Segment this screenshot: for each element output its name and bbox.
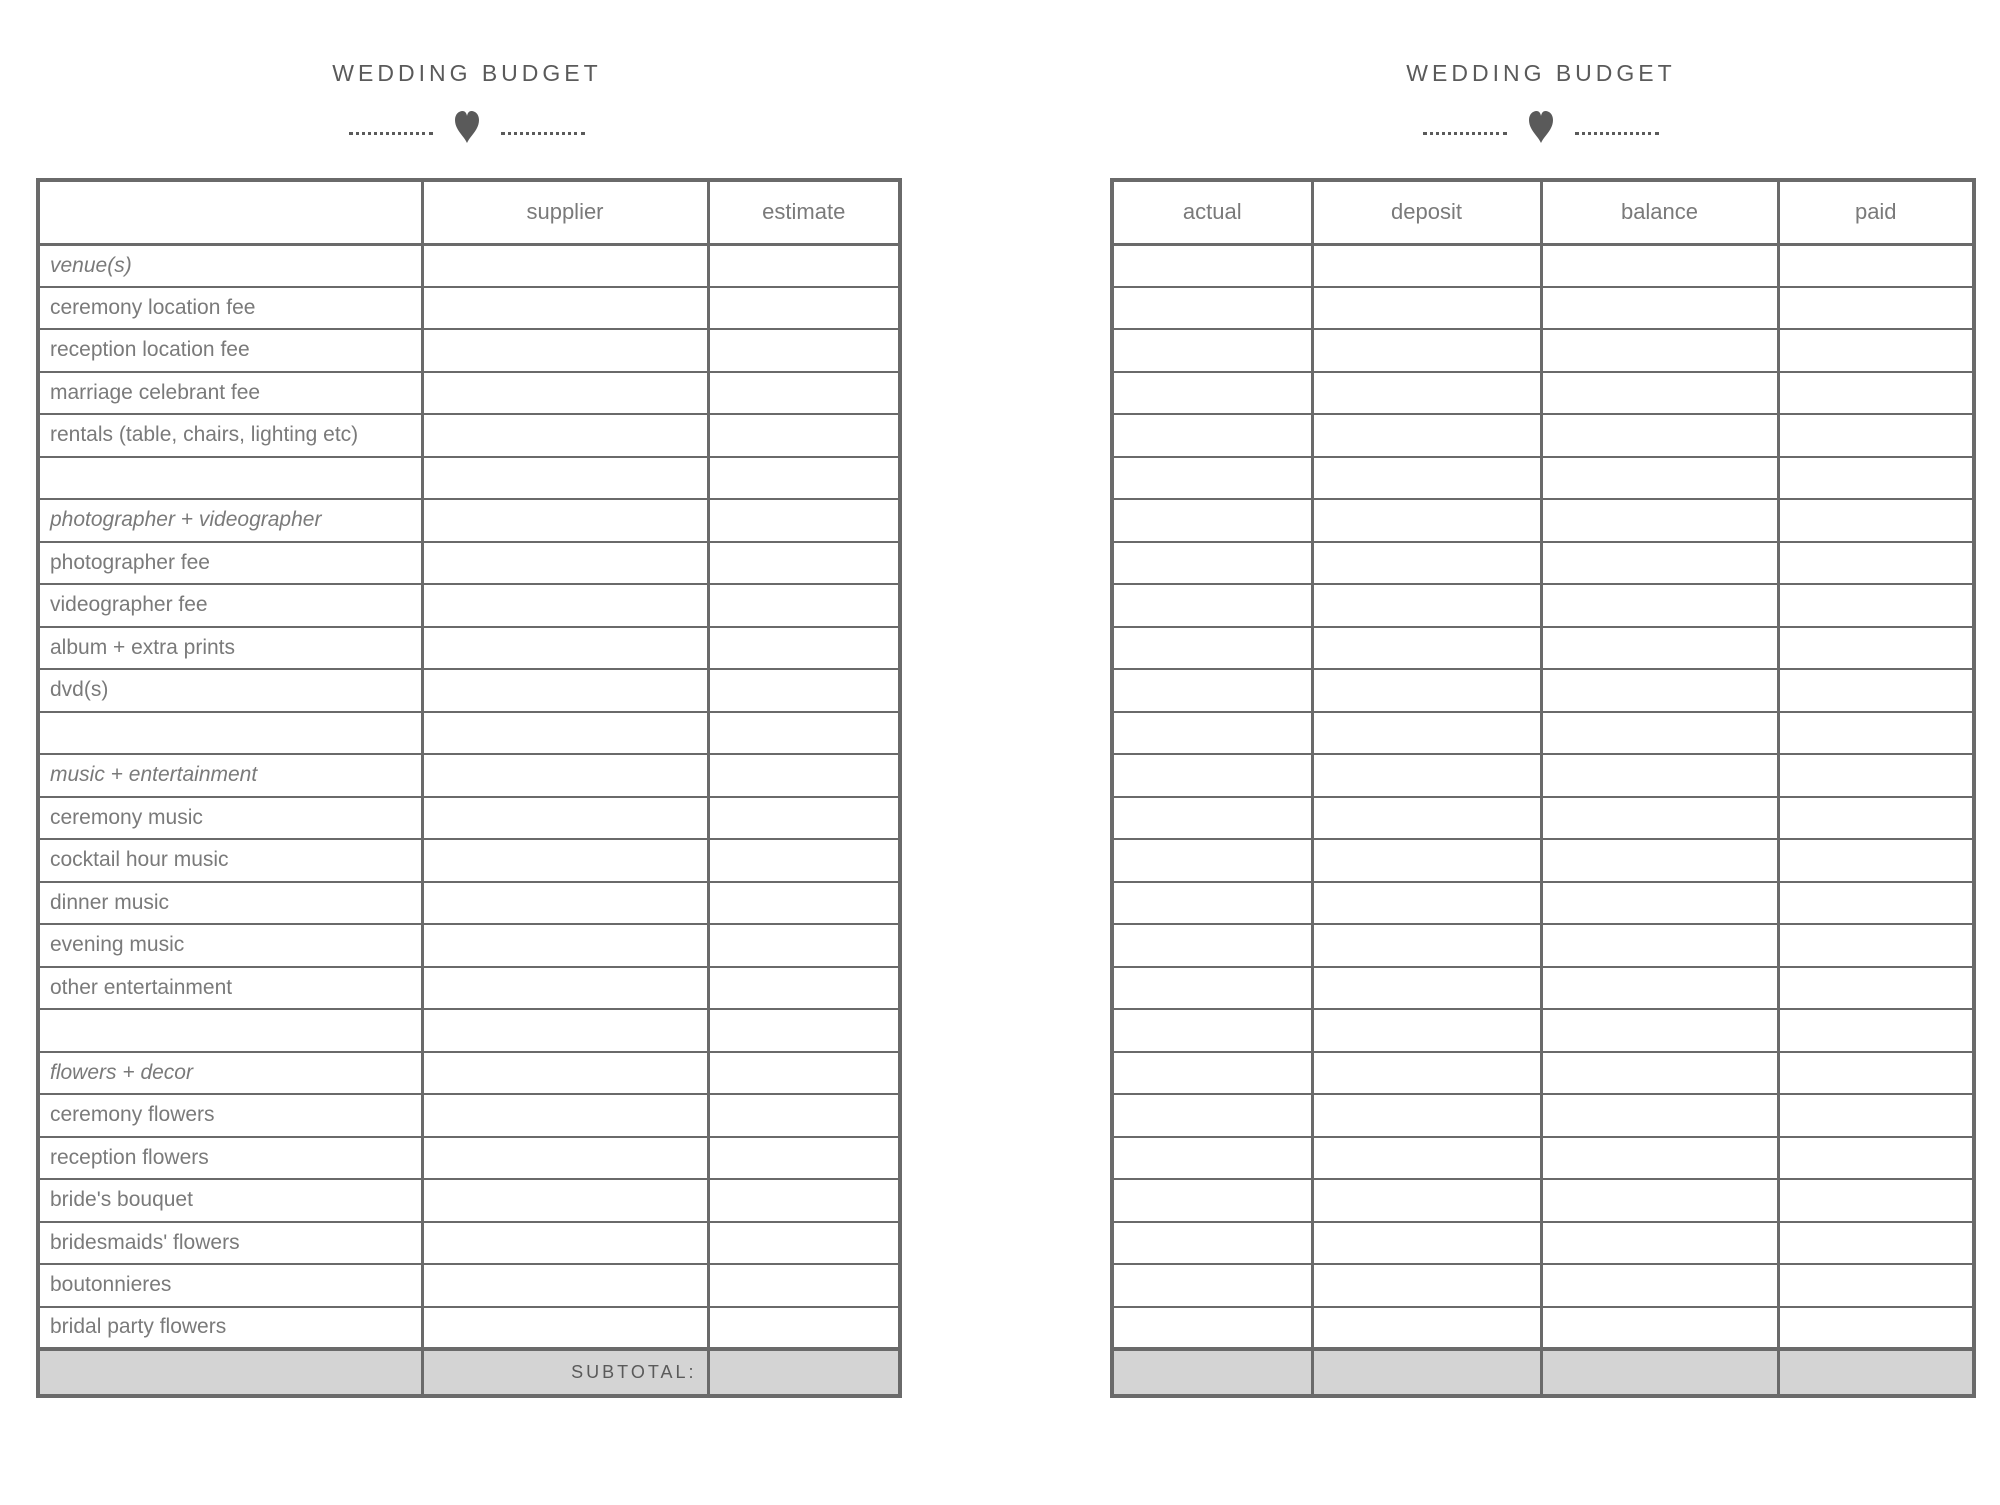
paid-cell[interactable] bbox=[1778, 712, 1974, 755]
estimate-cell[interactable] bbox=[708, 1307, 900, 1350]
actual-cell[interactable] bbox=[1112, 1179, 1312, 1222]
actual-cell[interactable] bbox=[1112, 1094, 1312, 1137]
estimate-cell[interactable] bbox=[708, 924, 900, 967]
actual-cell[interactable] bbox=[1112, 372, 1312, 415]
page-title: WEDDING BUDGET bbox=[332, 60, 602, 86]
deposit-cell[interactable] bbox=[1312, 542, 1541, 585]
item-label: bridesmaids' flowers bbox=[38, 1222, 422, 1265]
supplier-cell[interactable] bbox=[422, 924, 708, 967]
title-ornament bbox=[1110, 108, 1972, 144]
table-row bbox=[1112, 882, 1974, 925]
paid-cell[interactable] bbox=[1778, 1052, 1974, 1095]
table-row bbox=[38, 329, 900, 372]
balance-cell[interactable] bbox=[1541, 669, 1778, 712]
supplier-cell[interactable] bbox=[422, 542, 708, 585]
paid-cell[interactable] bbox=[1778, 1264, 1974, 1307]
table-row bbox=[38, 712, 900, 755]
paid-cell[interactable] bbox=[1778, 924, 1974, 967]
item-label: cocktail hour music bbox=[38, 839, 422, 882]
actual-cell[interactable] bbox=[1112, 924, 1312, 967]
table-row bbox=[38, 882, 900, 925]
item-label: bridal party flowers bbox=[38, 1307, 422, 1350]
table-row bbox=[1112, 329, 1974, 372]
actual-cell[interactable] bbox=[1112, 669, 1312, 712]
supplier-cell[interactable] bbox=[422, 457, 708, 500]
supplier-cell[interactable] bbox=[422, 1222, 708, 1265]
table-row bbox=[38, 244, 900, 287]
item-label: marriage celebrant fee bbox=[38, 372, 422, 415]
table-row bbox=[1112, 924, 1974, 967]
deposit-cell[interactable] bbox=[1312, 1137, 1541, 1180]
estimate-cell[interactable] bbox=[708, 1264, 900, 1307]
estimate-cell[interactable] bbox=[708, 797, 900, 840]
deposit-cell[interactable] bbox=[1312, 712, 1541, 755]
table-row bbox=[1112, 372, 1974, 415]
actual-cell[interactable] bbox=[1112, 1052, 1312, 1095]
supplier-cell[interactable] bbox=[422, 754, 708, 797]
item-label[interactable] bbox=[38, 712, 422, 755]
actual-cell[interactable] bbox=[1112, 584, 1312, 627]
item-label: evening music bbox=[38, 924, 422, 967]
supplier-cell[interactable] bbox=[422, 1052, 708, 1095]
estimate-cell[interactable] bbox=[708, 839, 900, 882]
item-label: dvd(s) bbox=[38, 669, 422, 712]
supplier-cell[interactable] bbox=[422, 627, 708, 670]
table-row bbox=[1112, 1307, 1974, 1350]
estimate-cell[interactable] bbox=[708, 1137, 900, 1180]
table-row bbox=[38, 1264, 900, 1307]
actual-cell[interactable] bbox=[1112, 499, 1312, 542]
table-row bbox=[38, 1137, 900, 1180]
table-row bbox=[1112, 1052, 1974, 1095]
supplier-cell[interactable] bbox=[422, 839, 708, 882]
paid-cell[interactable] bbox=[1778, 542, 1974, 585]
table-row bbox=[38, 797, 900, 840]
table-row bbox=[38, 457, 900, 500]
paid-cell[interactable] bbox=[1778, 754, 1974, 797]
deposit-cell[interactable] bbox=[1312, 414, 1541, 457]
subtotal-deposit-cell[interactable] bbox=[1312, 1349, 1541, 1396]
item-label: videographer fee bbox=[38, 584, 422, 627]
category-label: venue(s) bbox=[38, 244, 422, 287]
header-paid: paid bbox=[1778, 180, 1974, 244]
actual-cell[interactable] bbox=[1112, 244, 1312, 287]
supplier-cell[interactable] bbox=[422, 1137, 708, 1180]
deposit-cell[interactable] bbox=[1312, 1179, 1541, 1222]
header-estimate: estimate bbox=[708, 180, 900, 244]
budget-table-right bbox=[1110, 178, 1976, 1398]
table-row bbox=[1112, 287, 1974, 330]
subtotal-actual-cell[interactable] bbox=[1112, 1349, 1312, 1396]
estimate-cell[interactable] bbox=[708, 542, 900, 585]
paid-cell[interactable] bbox=[1778, 499, 1974, 542]
deposit-cell[interactable] bbox=[1312, 967, 1541, 1010]
actual-cell[interactable] bbox=[1112, 287, 1312, 330]
deposit-cell[interactable] bbox=[1312, 499, 1541, 542]
table-row bbox=[1112, 1094, 1974, 1137]
table-row bbox=[38, 499, 900, 542]
table-row bbox=[1112, 1137, 1974, 1180]
balance-cell[interactable] bbox=[1541, 1179, 1778, 1222]
table-row bbox=[1112, 967, 1974, 1010]
header-balance: balance bbox=[1541, 180, 1778, 244]
balance-cell[interactable] bbox=[1541, 499, 1778, 542]
item-label: rentals (table, chairs, lighting etc) bbox=[38, 414, 422, 457]
supplier-cell[interactable] bbox=[422, 712, 708, 755]
balance-cell[interactable] bbox=[1541, 1052, 1778, 1095]
supplier-cell[interactable] bbox=[422, 499, 708, 542]
supplier-cell[interactable] bbox=[422, 584, 708, 627]
actual-cell[interactable] bbox=[1112, 839, 1312, 882]
balance-cell[interactable] bbox=[1541, 584, 1778, 627]
actual-cell[interactable] bbox=[1112, 882, 1312, 925]
supplier-cell[interactable] bbox=[422, 372, 708, 415]
estimate-cell[interactable] bbox=[708, 669, 900, 712]
table-row bbox=[38, 1094, 900, 1137]
paid-cell[interactable] bbox=[1778, 1094, 1974, 1137]
table-row bbox=[38, 967, 900, 1010]
paid-cell[interactable] bbox=[1778, 967, 1974, 1010]
deposit-cell[interactable] bbox=[1312, 924, 1541, 967]
estimate-cell[interactable] bbox=[708, 287, 900, 330]
estimate-cell[interactable] bbox=[708, 244, 900, 287]
actual-cell[interactable] bbox=[1112, 627, 1312, 670]
paid-cell[interactable] bbox=[1778, 287, 1974, 330]
item-label: photographer fee bbox=[38, 542, 422, 585]
paid-cell[interactable] bbox=[1778, 457, 1974, 500]
page-title: WEDDING BUDGET bbox=[1406, 60, 1676, 86]
paid-cell[interactable] bbox=[1778, 839, 1974, 882]
category-label: music + entertainment bbox=[38, 754, 422, 797]
paid-cell[interactable] bbox=[1778, 244, 1974, 287]
deposit-cell[interactable] bbox=[1312, 457, 1541, 500]
item-label: reception flowers bbox=[38, 1137, 422, 1180]
table-row bbox=[38, 542, 900, 585]
budget-table-left bbox=[36, 178, 902, 1398]
balance-cell[interactable] bbox=[1541, 712, 1778, 755]
paid-cell[interactable] bbox=[1778, 414, 1974, 457]
table-row bbox=[38, 584, 900, 627]
table-row bbox=[1112, 457, 1974, 500]
paid-cell[interactable] bbox=[1778, 1009, 1974, 1052]
estimate-cell[interactable] bbox=[708, 457, 900, 500]
deposit-cell[interactable] bbox=[1312, 584, 1541, 627]
estimate-cell[interactable] bbox=[708, 372, 900, 415]
table-row bbox=[1112, 244, 1974, 287]
item-label: ceremony music bbox=[38, 797, 422, 840]
paid-cell[interactable] bbox=[1778, 372, 1974, 415]
actual-cell[interactable] bbox=[1112, 414, 1312, 457]
dotted-rule-left bbox=[1423, 132, 1507, 135]
estimate-cell[interactable] bbox=[708, 1009, 900, 1052]
actual-cell[interactable] bbox=[1112, 1307, 1312, 1350]
subtotal-row bbox=[1112, 1349, 1974, 1396]
balance-cell[interactable] bbox=[1541, 1307, 1778, 1350]
table-row bbox=[1112, 499, 1974, 542]
table-row bbox=[38, 1009, 900, 1052]
deposit-cell[interactable] bbox=[1312, 244, 1541, 287]
deposit-cell[interactable] bbox=[1312, 1009, 1541, 1052]
deposit-cell[interactable] bbox=[1312, 1052, 1541, 1095]
deposit-cell[interactable] bbox=[1312, 372, 1541, 415]
actual-cell[interactable] bbox=[1112, 797, 1312, 840]
balance-cell[interactable] bbox=[1541, 457, 1778, 500]
balance-cell[interactable] bbox=[1541, 414, 1778, 457]
estimate-cell[interactable] bbox=[708, 414, 900, 457]
estimate-cell[interactable] bbox=[708, 499, 900, 542]
actual-cell[interactable] bbox=[1112, 754, 1312, 797]
item-label: boutonnieres bbox=[38, 1264, 422, 1307]
paid-cell[interactable] bbox=[1778, 669, 1974, 712]
table-row bbox=[1112, 627, 1974, 670]
balance-cell[interactable] bbox=[1541, 754, 1778, 797]
deposit-cell[interactable] bbox=[1312, 1307, 1541, 1350]
category-label: photographer + videographer bbox=[38, 499, 422, 542]
deposit-cell[interactable] bbox=[1312, 754, 1541, 797]
table-row bbox=[38, 372, 900, 415]
balance-cell[interactable] bbox=[1541, 882, 1778, 925]
supplier-cell[interactable] bbox=[422, 329, 708, 372]
table-row bbox=[38, 1307, 900, 1350]
supplier-cell[interactable] bbox=[422, 967, 708, 1010]
supplier-cell[interactable] bbox=[422, 1307, 708, 1350]
heart-icon bbox=[1521, 108, 1561, 144]
supplier-cell[interactable] bbox=[422, 882, 708, 925]
supplier-cell[interactable] bbox=[422, 1264, 708, 1307]
paid-cell[interactable] bbox=[1778, 1179, 1974, 1222]
subtotal-estimate-cell[interactable] bbox=[708, 1349, 900, 1396]
estimate-cell[interactable] bbox=[708, 1052, 900, 1095]
supplier-cell[interactable] bbox=[422, 1179, 708, 1222]
header-row bbox=[1112, 180, 1974, 244]
balance-cell[interactable] bbox=[1541, 924, 1778, 967]
item-label: dinner music bbox=[38, 882, 422, 925]
table-row bbox=[1112, 584, 1974, 627]
subtotal-blank bbox=[38, 1349, 422, 1396]
estimate-cell[interactable] bbox=[708, 754, 900, 797]
deposit-cell[interactable] bbox=[1312, 669, 1541, 712]
supplier-cell[interactable] bbox=[422, 669, 708, 712]
paid-cell[interactable] bbox=[1778, 329, 1974, 372]
table-row bbox=[1112, 669, 1974, 712]
estimate-cell[interactable] bbox=[708, 1222, 900, 1265]
paid-cell[interactable] bbox=[1778, 1222, 1974, 1265]
header-row bbox=[38, 180, 900, 244]
heart-icon bbox=[447, 108, 487, 144]
balance-cell[interactable] bbox=[1541, 329, 1778, 372]
table-row bbox=[38, 669, 900, 712]
table-row bbox=[38, 287, 900, 330]
actual-cell[interactable] bbox=[1112, 457, 1312, 500]
estimate-cell[interactable] bbox=[708, 967, 900, 1010]
balance-cell[interactable] bbox=[1541, 1137, 1778, 1180]
deposit-cell[interactable] bbox=[1312, 839, 1541, 882]
table-row bbox=[38, 1222, 900, 1265]
actual-cell[interactable] bbox=[1112, 542, 1312, 585]
paid-cell[interactable] bbox=[1778, 1137, 1974, 1180]
item-label: album + extra prints bbox=[38, 627, 422, 670]
dotted-rule-right bbox=[501, 132, 585, 135]
item-label: bride's bouquet bbox=[38, 1179, 422, 1222]
item-label: reception location fee bbox=[38, 329, 422, 372]
deposit-cell[interactable] bbox=[1312, 287, 1541, 330]
subtotal-paid-cell[interactable] bbox=[1778, 1349, 1974, 1396]
deposit-cell[interactable] bbox=[1312, 1264, 1541, 1307]
deposit-cell[interactable] bbox=[1312, 1094, 1541, 1137]
estimate-cell[interactable] bbox=[708, 882, 900, 925]
header-supplier: supplier bbox=[422, 180, 708, 244]
balance-cell[interactable] bbox=[1541, 287, 1778, 330]
table-row bbox=[1112, 1179, 1974, 1222]
estimate-cell[interactable] bbox=[708, 627, 900, 670]
deposit-cell[interactable] bbox=[1312, 1222, 1541, 1265]
supplier-cell[interactable] bbox=[422, 414, 708, 457]
table-row bbox=[38, 924, 900, 967]
table-row bbox=[1112, 797, 1974, 840]
table-row bbox=[1112, 712, 1974, 755]
paid-cell[interactable] bbox=[1778, 584, 1974, 627]
item-label[interactable] bbox=[38, 1009, 422, 1052]
table-row bbox=[1112, 414, 1974, 457]
table-row bbox=[38, 1179, 900, 1222]
subtotal-row bbox=[38, 1349, 900, 1396]
supplier-cell[interactable] bbox=[422, 1094, 708, 1137]
table-row bbox=[38, 414, 900, 457]
item-label: other entertainment bbox=[38, 967, 422, 1010]
paid-cell[interactable] bbox=[1778, 1307, 1974, 1350]
table-row bbox=[1112, 1009, 1974, 1052]
table-row bbox=[1112, 839, 1974, 882]
estimate-cell[interactable] bbox=[708, 1179, 900, 1222]
balance-cell[interactable] bbox=[1541, 627, 1778, 670]
header-actual: actual bbox=[1112, 180, 1312, 244]
estimate-cell[interactable] bbox=[708, 584, 900, 627]
subtotal-label: SUBTOTAL: bbox=[422, 1349, 708, 1396]
table-row bbox=[1112, 1222, 1974, 1265]
actual-cell[interactable] bbox=[1112, 1264, 1312, 1307]
balance-cell[interactable] bbox=[1541, 1094, 1778, 1137]
balance-cell[interactable] bbox=[1541, 1264, 1778, 1307]
supplier-cell[interactable] bbox=[422, 244, 708, 287]
table-row bbox=[38, 839, 900, 882]
dotted-rule-right bbox=[1575, 132, 1659, 135]
balance-cell[interactable] bbox=[1541, 797, 1778, 840]
actual-cell[interactable] bbox=[1112, 712, 1312, 755]
actual-cell[interactable] bbox=[1112, 1222, 1312, 1265]
header-item bbox=[38, 180, 422, 244]
table-row bbox=[1112, 1264, 1974, 1307]
supplier-cell[interactable] bbox=[422, 797, 708, 840]
paid-cell[interactable] bbox=[1778, 882, 1974, 925]
balance-cell[interactable] bbox=[1541, 1222, 1778, 1265]
table-row bbox=[1112, 542, 1974, 585]
table-row bbox=[38, 627, 900, 670]
table-row bbox=[1112, 754, 1974, 797]
category-label: flowers + decor bbox=[38, 1052, 422, 1095]
title-ornament bbox=[36, 108, 898, 144]
balance-cell[interactable] bbox=[1541, 839, 1778, 882]
item-label: ceremony location fee bbox=[38, 287, 422, 330]
deposit-cell[interactable] bbox=[1312, 882, 1541, 925]
deposit-cell[interactable] bbox=[1312, 797, 1541, 840]
balance-cell[interactable] bbox=[1541, 372, 1778, 415]
actual-cell[interactable] bbox=[1112, 1137, 1312, 1180]
actual-cell[interactable] bbox=[1112, 967, 1312, 1010]
estimate-cell[interactable] bbox=[708, 1094, 900, 1137]
header-deposit: deposit bbox=[1312, 180, 1541, 244]
item-label[interactable] bbox=[38, 457, 422, 500]
actual-cell[interactable] bbox=[1112, 1009, 1312, 1052]
balance-cell[interactable] bbox=[1541, 244, 1778, 287]
table-row bbox=[38, 754, 900, 797]
balance-cell[interactable] bbox=[1541, 542, 1778, 585]
estimate-cell[interactable] bbox=[708, 329, 900, 372]
paid-cell[interactable] bbox=[1778, 797, 1974, 840]
deposit-cell[interactable] bbox=[1312, 329, 1541, 372]
actual-cell[interactable] bbox=[1112, 329, 1312, 372]
dotted-rule-left bbox=[349, 132, 433, 135]
balance-cell[interactable] bbox=[1541, 967, 1778, 1010]
estimate-cell[interactable] bbox=[708, 712, 900, 755]
item-label: ceremony flowers bbox=[38, 1094, 422, 1137]
supplier-cell[interactable] bbox=[422, 1009, 708, 1052]
subtotal-balance-cell[interactable] bbox=[1541, 1349, 1778, 1396]
paid-cell[interactable] bbox=[1778, 627, 1974, 670]
balance-cell[interactable] bbox=[1541, 1009, 1778, 1052]
deposit-cell[interactable] bbox=[1312, 627, 1541, 670]
supplier-cell[interactable] bbox=[422, 287, 708, 330]
table-row bbox=[38, 1052, 900, 1095]
